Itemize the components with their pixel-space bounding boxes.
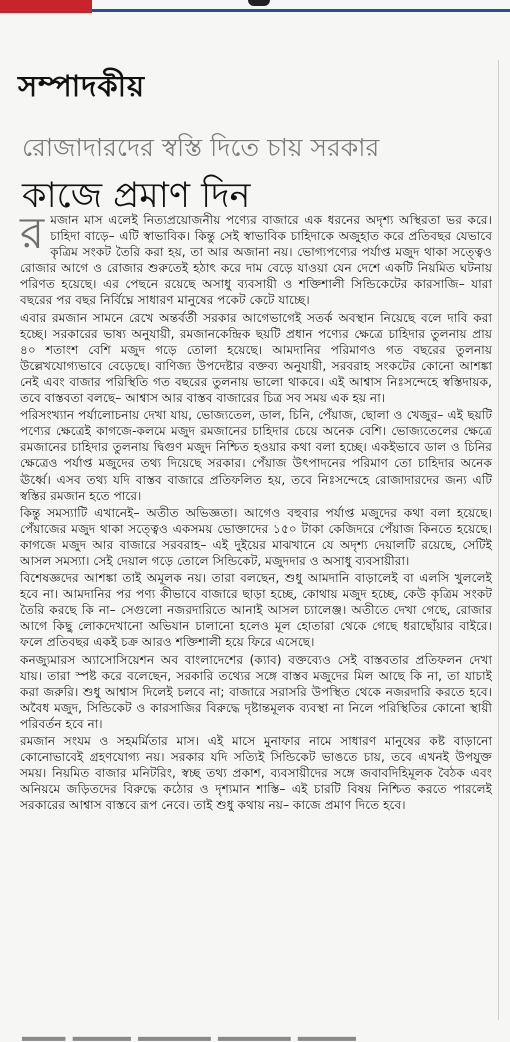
paragraph-text: মজান মাস এলেই নিত্যপ্রয়োজনীয় পণ্যের বাজারে এক ধরনের অদৃশ্য অস্থিরতা ভর করে। চাহিদা বাড়ে– এটি স্বাভাবিক। কিন্তু সেই স্বাভাবিক চাহিদাকে অজুহাত করে প্রতিবছর যেভাবে কৃত্রিম সংকট তৈরি করা হয়, তা আর অজানা নয়। ভোগ্যপণ্যের পর্যাপ্ত মজুদ থাকা সত্ত্বেও রোজার আগে ও রোজার শুরুতেই হঠাৎ করে দাম বেড়ে যাওয়া যেন দেশে একটি নিয়মিত ঘটনায় পরিণত হয়েছে। এর পেছনে রয়েছে অসাধু ব্যবসায়ী ও শক্তিশালী সিন্ডিকেটের কারসাজি– যারা বছরের পর বছর নির্বিঘ্নে সাধারণ মানুষের পকেট কেটে যাচ্ছে। (20, 213, 492, 308)
masthead-ornament (248, 0, 270, 6)
masthead-blue-rule (92, 9, 510, 12)
paragraph: কনজ্যুমারস অ্যাসোসিয়েশন অব বাংলাদেশের (ক্যাব) বক্তব্যেও সেই বাস্তবতার প্রতিফলন দেখা যায়। তারা স্পষ্ট করে বলেছেন, সরকারি তথ্যের সঙ্গে বাস্তব মজুদের মিল আছে কি না, তা যাচাই করা জরুরি। শুধু আশ্বাস দিলেই চলবে না; বাজারে সরাসরি উপস্থিত থেকে নজরদারি করতে হবে। অবৈধ মজুদ, সিন্ডিকেট ও কারসাজির বিরুদ্ধে দৃষ্টান্তমূলক ব্যবস্থা না নিলে পরিস্থিতির কোনো স্থায়ী পরিবর্তন হবে না। (20, 652, 492, 731)
paragraph: পরিসংখ্যান পর্যালোচনায় দেখা যায়, ভোজ্যতেল, ডাল, চিনি, পেঁয়াজ, ছোলা ও খেজুর– এই ছয়টি পণ্যের ক্ষেত্রেই কাগজে-কলমে মজুদ রমজানের চাহিদার চেয়ে অনেক বেশি। ভোজ্যতেলের ক্ষেত্রে রমজানের চাহিদার তুলনায় দ্বিগুণ মজুদ নিশ্চিত হওয়ার কথা বলা হচ্ছে। একইভাবে ডাল ও চিনির ক্ষেত্রেও পর্যাপ্ত মজুদের তথ্য দিয়েছে সরকার। পেঁয়াজ উৎপাদনের পরিমাণ তো চাহিদার অনেক ঊর্ধ্বে। এসব তথ্য যদি বাস্তব বাজারে প্রতিফলিত হয়, তবে নিঃসন্দেহে রোজাদারদের জন্য এটি স্বস্তির রমজান হতে পারে। (20, 408, 492, 503)
next-article-cutoff: ━━━ ━━━━ ━━━━━ ━━━━━ ━━━━ (22, 1025, 356, 1042)
paragraph: রমজান সংযম ও সহমর্মিতার মাস। এই মাসে মুনাফার নামে সাধারণ মানুষের কষ্ট বাড়ানো কোনোভাবেই গ্রহণযোগ্য নয়। সরকার যদি সত্যিই সিন্ডিকেট ভাঙতে চায়, তবে এখনই উপযুক্ত সময়। নিয়মিত বাজার মনিটরিং, স্বচ্ছ তথ্য প্রকাশ, ব্যবসায়ীদের সঙ্গে জবাবদিহিমূলক বৈঠক এবং অনিয়মে জড়িতদের বিরুদ্ধে কঠোর ও দৃশ্যমান শাস্তি– এই চারটি বিষয় নিশ্চিত করতে পারলেই সরকারের আশ্বাস বাস্তবে রূপ নেবে। তাই শুধু কথায় নয়– কাজে প্রমাণ দিতে হবে। (20, 734, 492, 813)
paragraph: বিশেষজ্ঞদের আশঙ্কা তাই অমূলক নয়। তারা বলছেন, শুধু আমদানি বাড়ালেই বা এলসি খুললেই হবে না। আমদানির পর পণ্য কীভাবে বাজারে ছাড়া হচ্ছে, কোথায় মজুদ হচ্ছে, কেউ কৃত্রিম সংকট তৈরি করছে কি না– সেগুলো নজরদারিতে আনাই আসল চ্যালেঞ্জ। অতীতে দেখা গেছে, রোজার আগে কিছু লোকদেখানো অভিযান চালানো হলেও মূল হোতারা থেকে গেছে ধরাছোঁয়ার বাইরে। ফলে প্রতিবছর একই চক্র আরও শক্তিশালী হয়ে ফিরে এসেছে। (20, 571, 492, 650)
kicker-headline: রোজাদারদের স্বস্তি দিতে চায় সরকার (22, 133, 380, 162)
paragraph (20, 208, 492, 309)
section-label: সম্পাদকীয় (18, 69, 146, 103)
paragraph: এবার রমজান সামনে রেখে অন্তর্বর্তী সরকার আগেভাগেই সতর্ক অবস্থান নিয়েছে বলে দাবি করা হচ্ছে। সরকারের ভাষ্য অনুযায়ী, রমজানকেন্দ্রিক ছয়টি প্রধান পণ্যের ক্ষেত্রে চাহিদার তুলনায় প্রায় ৪০ শতাংশ বেশি মজুদ গড়ে তোলা হয়েছে। আমদানির পরিমাণও গত বছরের তুলনায় উল্লেখযোগ্যভাবে বেড়েছে। বাণিজ্য উপদেষ্টার বক্তব্য অনুযায়ী, সরবরাহ সংকটের কোনো আশঙ্কা নেই এবং বাজার পরিস্থিতি গত বছরের তুলনায় ভালো থাকবে। এই আশ্বাস নিঃসন্দেহে স্বস্তিদায়ক, তবে বাস্তবতা বলছে– আশ্বাস আর বাস্তব বাজারের চিত্র সব সময় এক হয় না। (20, 310, 492, 406)
masthead-red-bar (0, 0, 92, 13)
editorial-body (20, 208, 492, 814)
column-divider (498, 60, 499, 1020)
dropcap: র (20, 208, 45, 259)
masthead-strip (0, 0, 510, 18)
main-headline: কাজে প্রমাণ দিন (22, 176, 251, 216)
paragraph: কিন্তু সমস্যাটি এখানেই– অতীত অভিজ্ঞতা। আগেও বহুবার পর্যাপ্ত মজুদের কথা বলা হয়েছে। পেঁয়াজের মজুদ থাকা সত্ত্বেও একসময় ভোক্তাদের ১৫০ টাকা কেজিদরে পেঁয়াজ কিনতে হয়েছে। কাগজে মজুদ আর বাজারে সরবরাহ– এই দুইয়ের মাঝখানে যে অদৃশ্য দেয়ালটি রয়েছে, সেটিই আসল সমস্যা। সেই দেয়াল গড়ে তোলে সিন্ডিকেট, মজুদদার ও অসাধু ব্যবসায়ীরা। (20, 505, 492, 568)
